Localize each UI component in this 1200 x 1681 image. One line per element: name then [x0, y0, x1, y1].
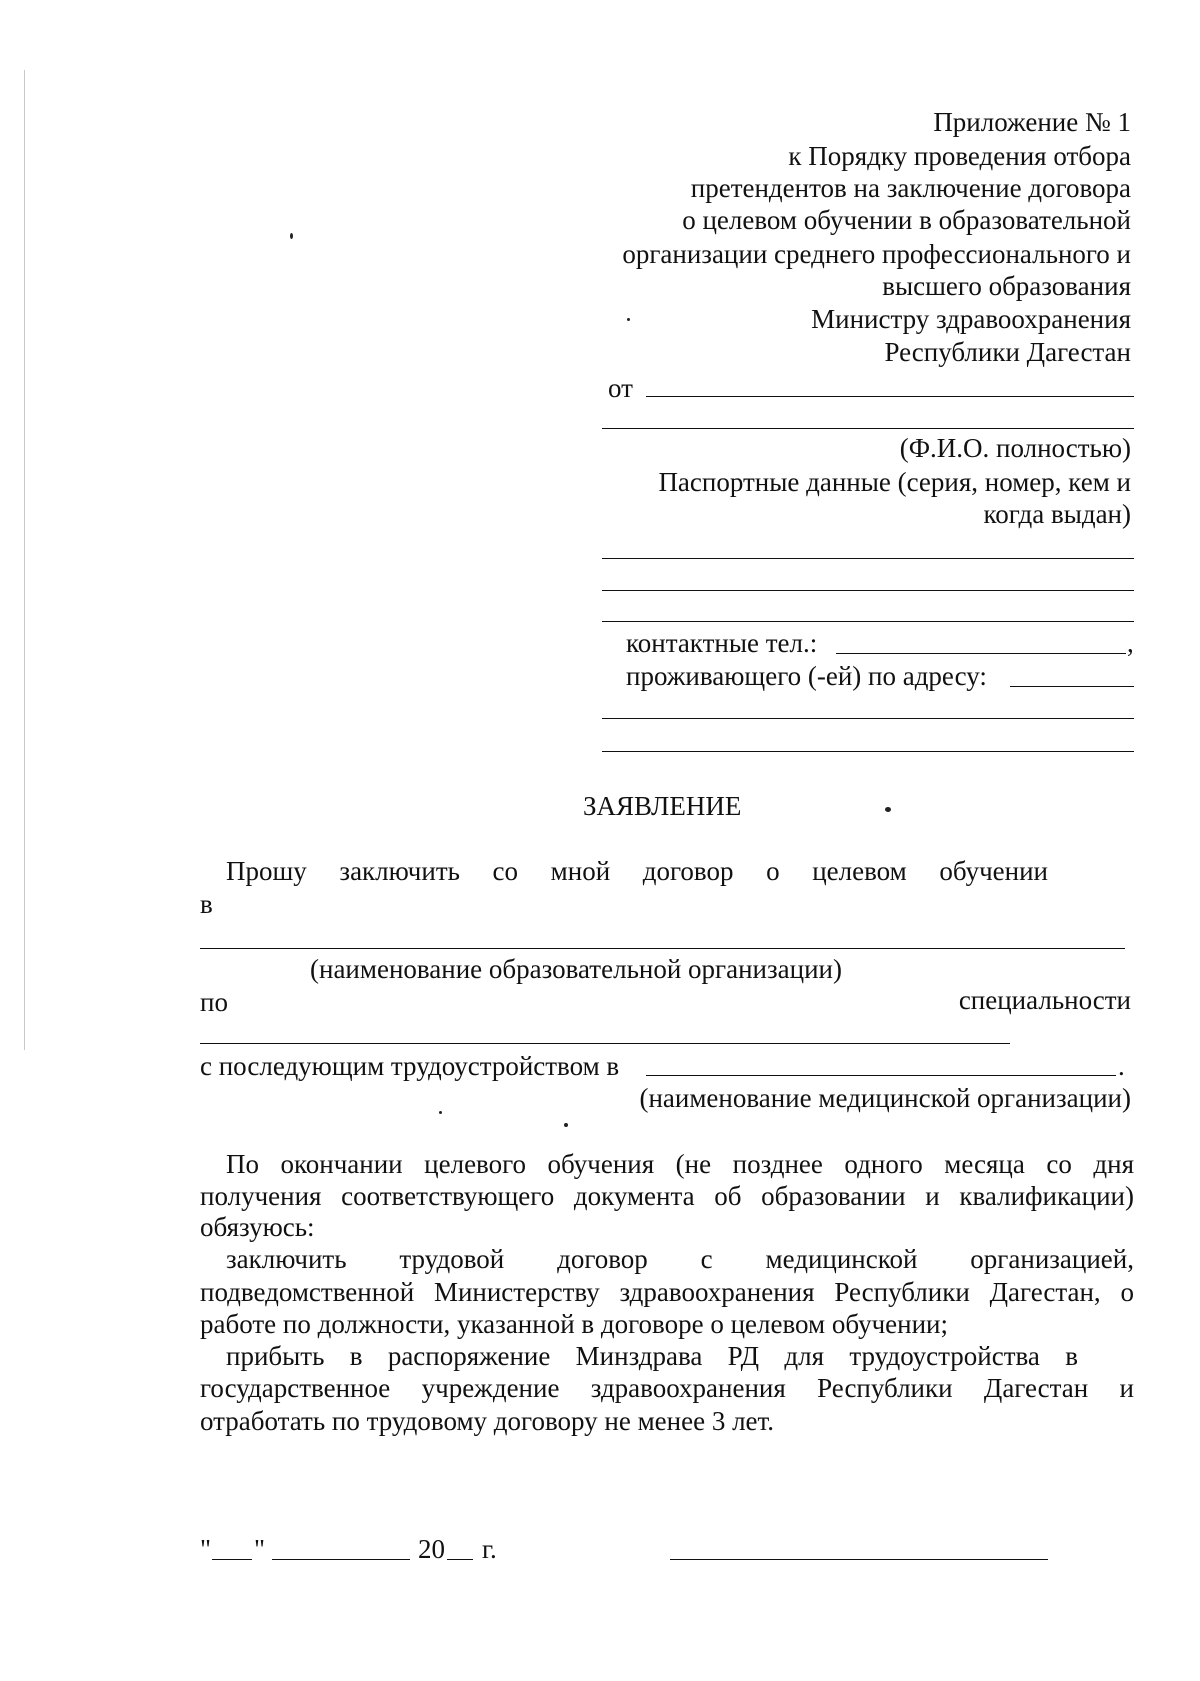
medical-org-hint: (наименование медицинской организации) — [639, 1083, 1131, 1113]
request-line-1-end: в — [200, 889, 213, 919]
address-line-2[interactable] — [602, 718, 1134, 719]
obligation-p1-line-2: получения соответствующего документа об образовании и квалификации) — [200, 1181, 1134, 1211]
scan-speck — [290, 233, 293, 239]
from-label: от — [608, 373, 633, 403]
phone-line[interactable] — [836, 653, 1126, 654]
by-label: по — [200, 987, 228, 1017]
address-line-3[interactable] — [602, 751, 1134, 752]
scan-speck — [439, 1111, 442, 1114]
scan-speck — [885, 807, 891, 812]
header-line: высшего образования — [882, 271, 1131, 301]
phone-label: контактные тел.: — [626, 628, 818, 658]
obligation-p3-line-2: государственное учреждение здравоохранения Республики Дагестан и — [200, 1373, 1134, 1403]
header-line: о целевом обучении в образовательной — [682, 205, 1131, 235]
header-line: претендентов на заключение договора — [690, 173, 1131, 203]
passport-line-3[interactable] — [602, 621, 1134, 622]
header-line: Министру здравоохранения — [811, 304, 1131, 334]
obligation-p3-line-3: отработать по трудовому договору не менее 3 лет. — [200, 1406, 775, 1436]
obligation-p2-line-3: работе по должности, указанной в договоре о целевом обучении; — [200, 1309, 948, 1339]
address-label: проживающего (-ей) по адресу: — [626, 661, 987, 691]
date-year-suffix: г. — [482, 1534, 497, 1564]
passport-line-2[interactable] — [602, 590, 1134, 591]
address-line[interactable] — [1010, 686, 1134, 687]
specialty-line[interactable] — [200, 1043, 1010, 1044]
obligation-p1-line-1: По окончании целевого обучения (не позднее одного месяца со дня — [226, 1149, 1134, 1179]
phone-comma: , — [1127, 628, 1134, 658]
date-year-line[interactable] — [447, 1559, 473, 1560]
obligation-p3-line-1: прибыть в распоряжение Минздрава РД для трудоустройства в — [226, 1341, 1078, 1371]
passport-label-cont: когда выдан) — [983, 499, 1131, 529]
obligation-p1-line-3: обязуюсь: — [200, 1212, 315, 1242]
obligation-p2-line-1: заключить трудовой договор с медицинской организацией, — [226, 1244, 1134, 1274]
education-org-line[interactable] — [200, 948, 1125, 949]
obligation-p2-line-2: подведомственной Министерству здравоохранения Республики Дагестан, о — [200, 1277, 1134, 1307]
scan-speck — [627, 318, 630, 321]
date-quote-open: " — [200, 1534, 212, 1564]
specialty-label: специальности — [958, 985, 1131, 1015]
education-org-hint: (наименование образовательной организации) — [310, 954, 842, 984]
header-line: к Порядку проведения отбора — [788, 141, 1131, 171]
from-name-line-2[interactable] — [602, 428, 1134, 429]
employment-label: с последующим трудоустройством в — [200, 1051, 620, 1081]
header-line: Приложение № 1 — [933, 107, 1131, 137]
date-quote-close: " — [254, 1534, 266, 1564]
date-day-line[interactable] — [212, 1559, 252, 1560]
fio-hint: (Ф.И.О. полностью) — [899, 433, 1131, 463]
header-line: Республики Дагестан — [884, 337, 1131, 367]
date-year-prefix: 20 — [418, 1534, 445, 1564]
from-name-line[interactable] — [646, 396, 1134, 397]
header-line: организации среднего профессионального и — [622, 239, 1131, 269]
passport-line-1[interactable] — [602, 558, 1134, 559]
signature-line[interactable] — [670, 1559, 1048, 1560]
scan-speck — [564, 1123, 568, 1127]
request-line-1: Прошу заключить со мной договор о целевом обучении — [226, 856, 1048, 886]
employment-period: . — [1118, 1051, 1125, 1081]
passport-label: Паспортные данные (серия, номер, кем и — [658, 467, 1131, 497]
scan-margin-line — [24, 70, 25, 1050]
document-title: ЗАЯВЛЕНИЕ — [583, 791, 742, 821]
date-month-line[interactable] — [272, 1559, 410, 1560]
medical-org-line[interactable] — [646, 1075, 1116, 1076]
